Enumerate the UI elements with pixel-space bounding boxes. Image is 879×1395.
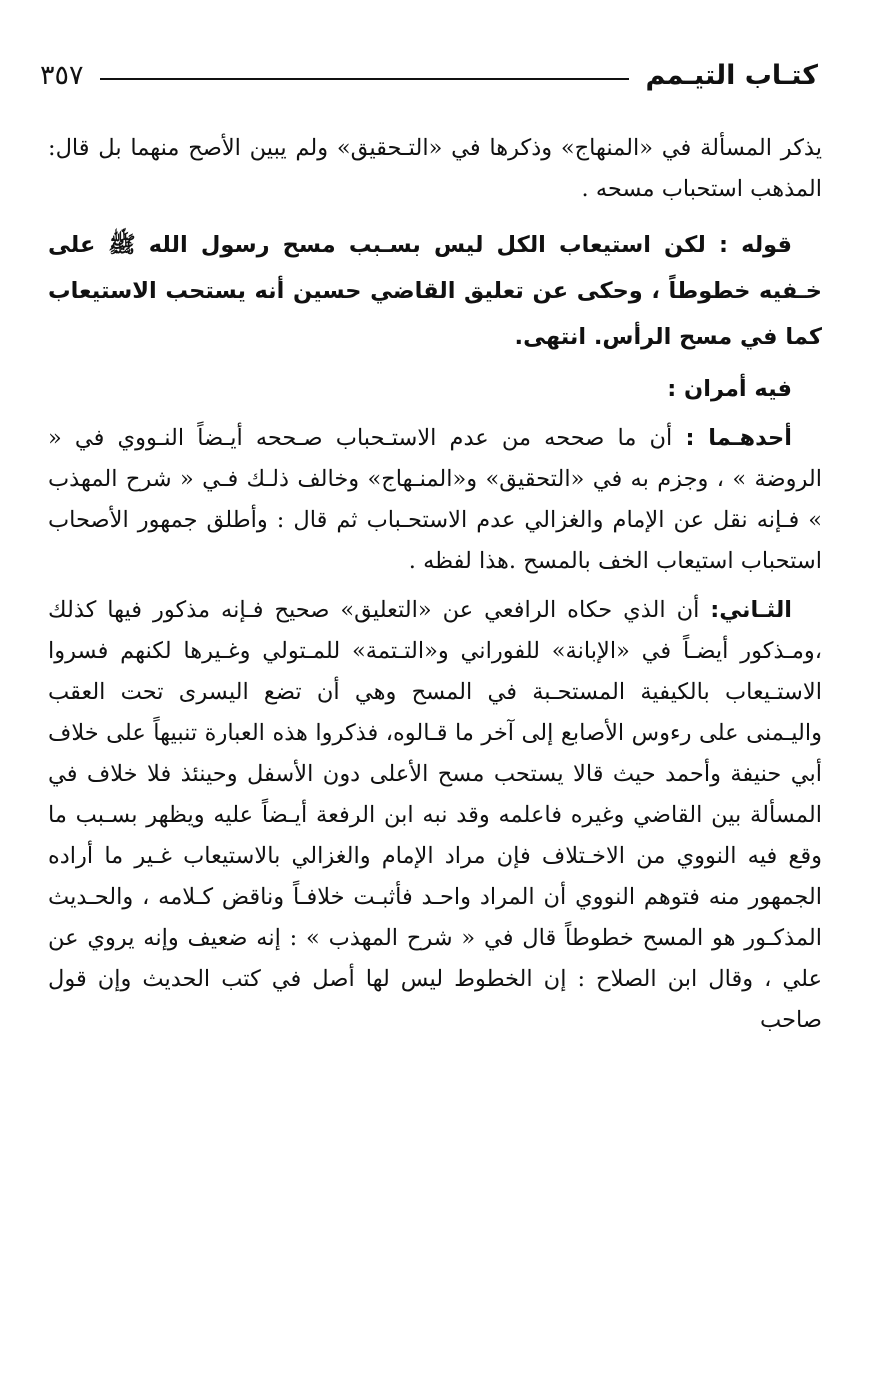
running-header <box>40 52 818 98</box>
paragraph-heading-two-points: فيه أمران : <box>667 376 792 402</box>
second-point-label: الثـاني: <box>710 597 792 623</box>
paragraph-first-point <box>48 418 822 582</box>
paragraph-second-point <box>48 590 822 1041</box>
paragraph-quoted-statement: قوله : لكن استيعاب الكل ليس بسـبب مسح رسول الله ﷺ على خـفيه خطوطاً ، وحكى عن تعليق القاضي حسين أنه يستحب الاستيعاب كما في مسح الرأس. انتهى. <box>48 232 822 350</box>
chapter-title: كتـاب التيـمم <box>645 59 818 91</box>
second-point-text: أن الذي حكاه الرافعي عن «التعليق» صحيح فـإنه مذكور فيها كذلك ،ومـذكور أيضـاً في «الإبانة» للفوراني و«التـتمة» للمـتولي وغـيرها لكنهم فسروا الاستـيعاب بالكيفية المستحـبة في المسح وهي أن تضع اليسرى تحت العقب واليـمنى على رءوس الأصابع إلى آخر ما قـالوه، فذكروا هذه العبارة تنبيهاً على خلاف أبي حنيفة وأحمد حيث قالا يستحب مسح الأعلى دون الأسفل وحينئذ فلا خلاف في المسألة بين القاضي وغيره فاعلمه وقد نبه ابن الرفعة أيـضاً عليه ويظهر بسـبب ما وقع فيه النووي من الاخـتلاف فإن مراد الإمام والغزالي بالاستيعاب غـير ما أراده الجمهور منه فتوهم النووي أن المراد واحـد فأثبـت خلافـاً وناقض كـلامه ، والحـديث المذكـور هو المسح خطوطاً قال في « شرح المهذب » : إنه ضعيف وإنه يروي عن علي ، وقال ابن الصلاح : إن الخطوط ليس لها أصل في كتب الحديث وإن قول صاحب <box>48 597 822 1033</box>
header-rule <box>100 78 630 80</box>
text-body <box>48 128 822 1041</box>
page-number: ٣٥٧ <box>40 59 84 91</box>
paragraph-continuation: يذكر المسألة في «المنهاج» وذكرها في «التـحقيق» ولم يبين الأصح منهما بل قال: المذهب استحباب مسحه . <box>48 135 822 202</box>
first-point-label: أحدهـما : <box>685 425 792 451</box>
first-point-text: أن ما صححه من عدم الاستـحباب صـححه أيـضاً النـووي في « الروضة » ، وجزم به في «التحقيق» و«المنـهاج» وخالف ذلـك فـي « شرح المهذب » فـإنه نقل عن الإمام والغزالي عدم الاستحـباب ثم قال : وأطلق جمهور الأصحاب استحباب استيعاب الخف بالمسح .هذا لفظه . <box>48 425 822 574</box>
